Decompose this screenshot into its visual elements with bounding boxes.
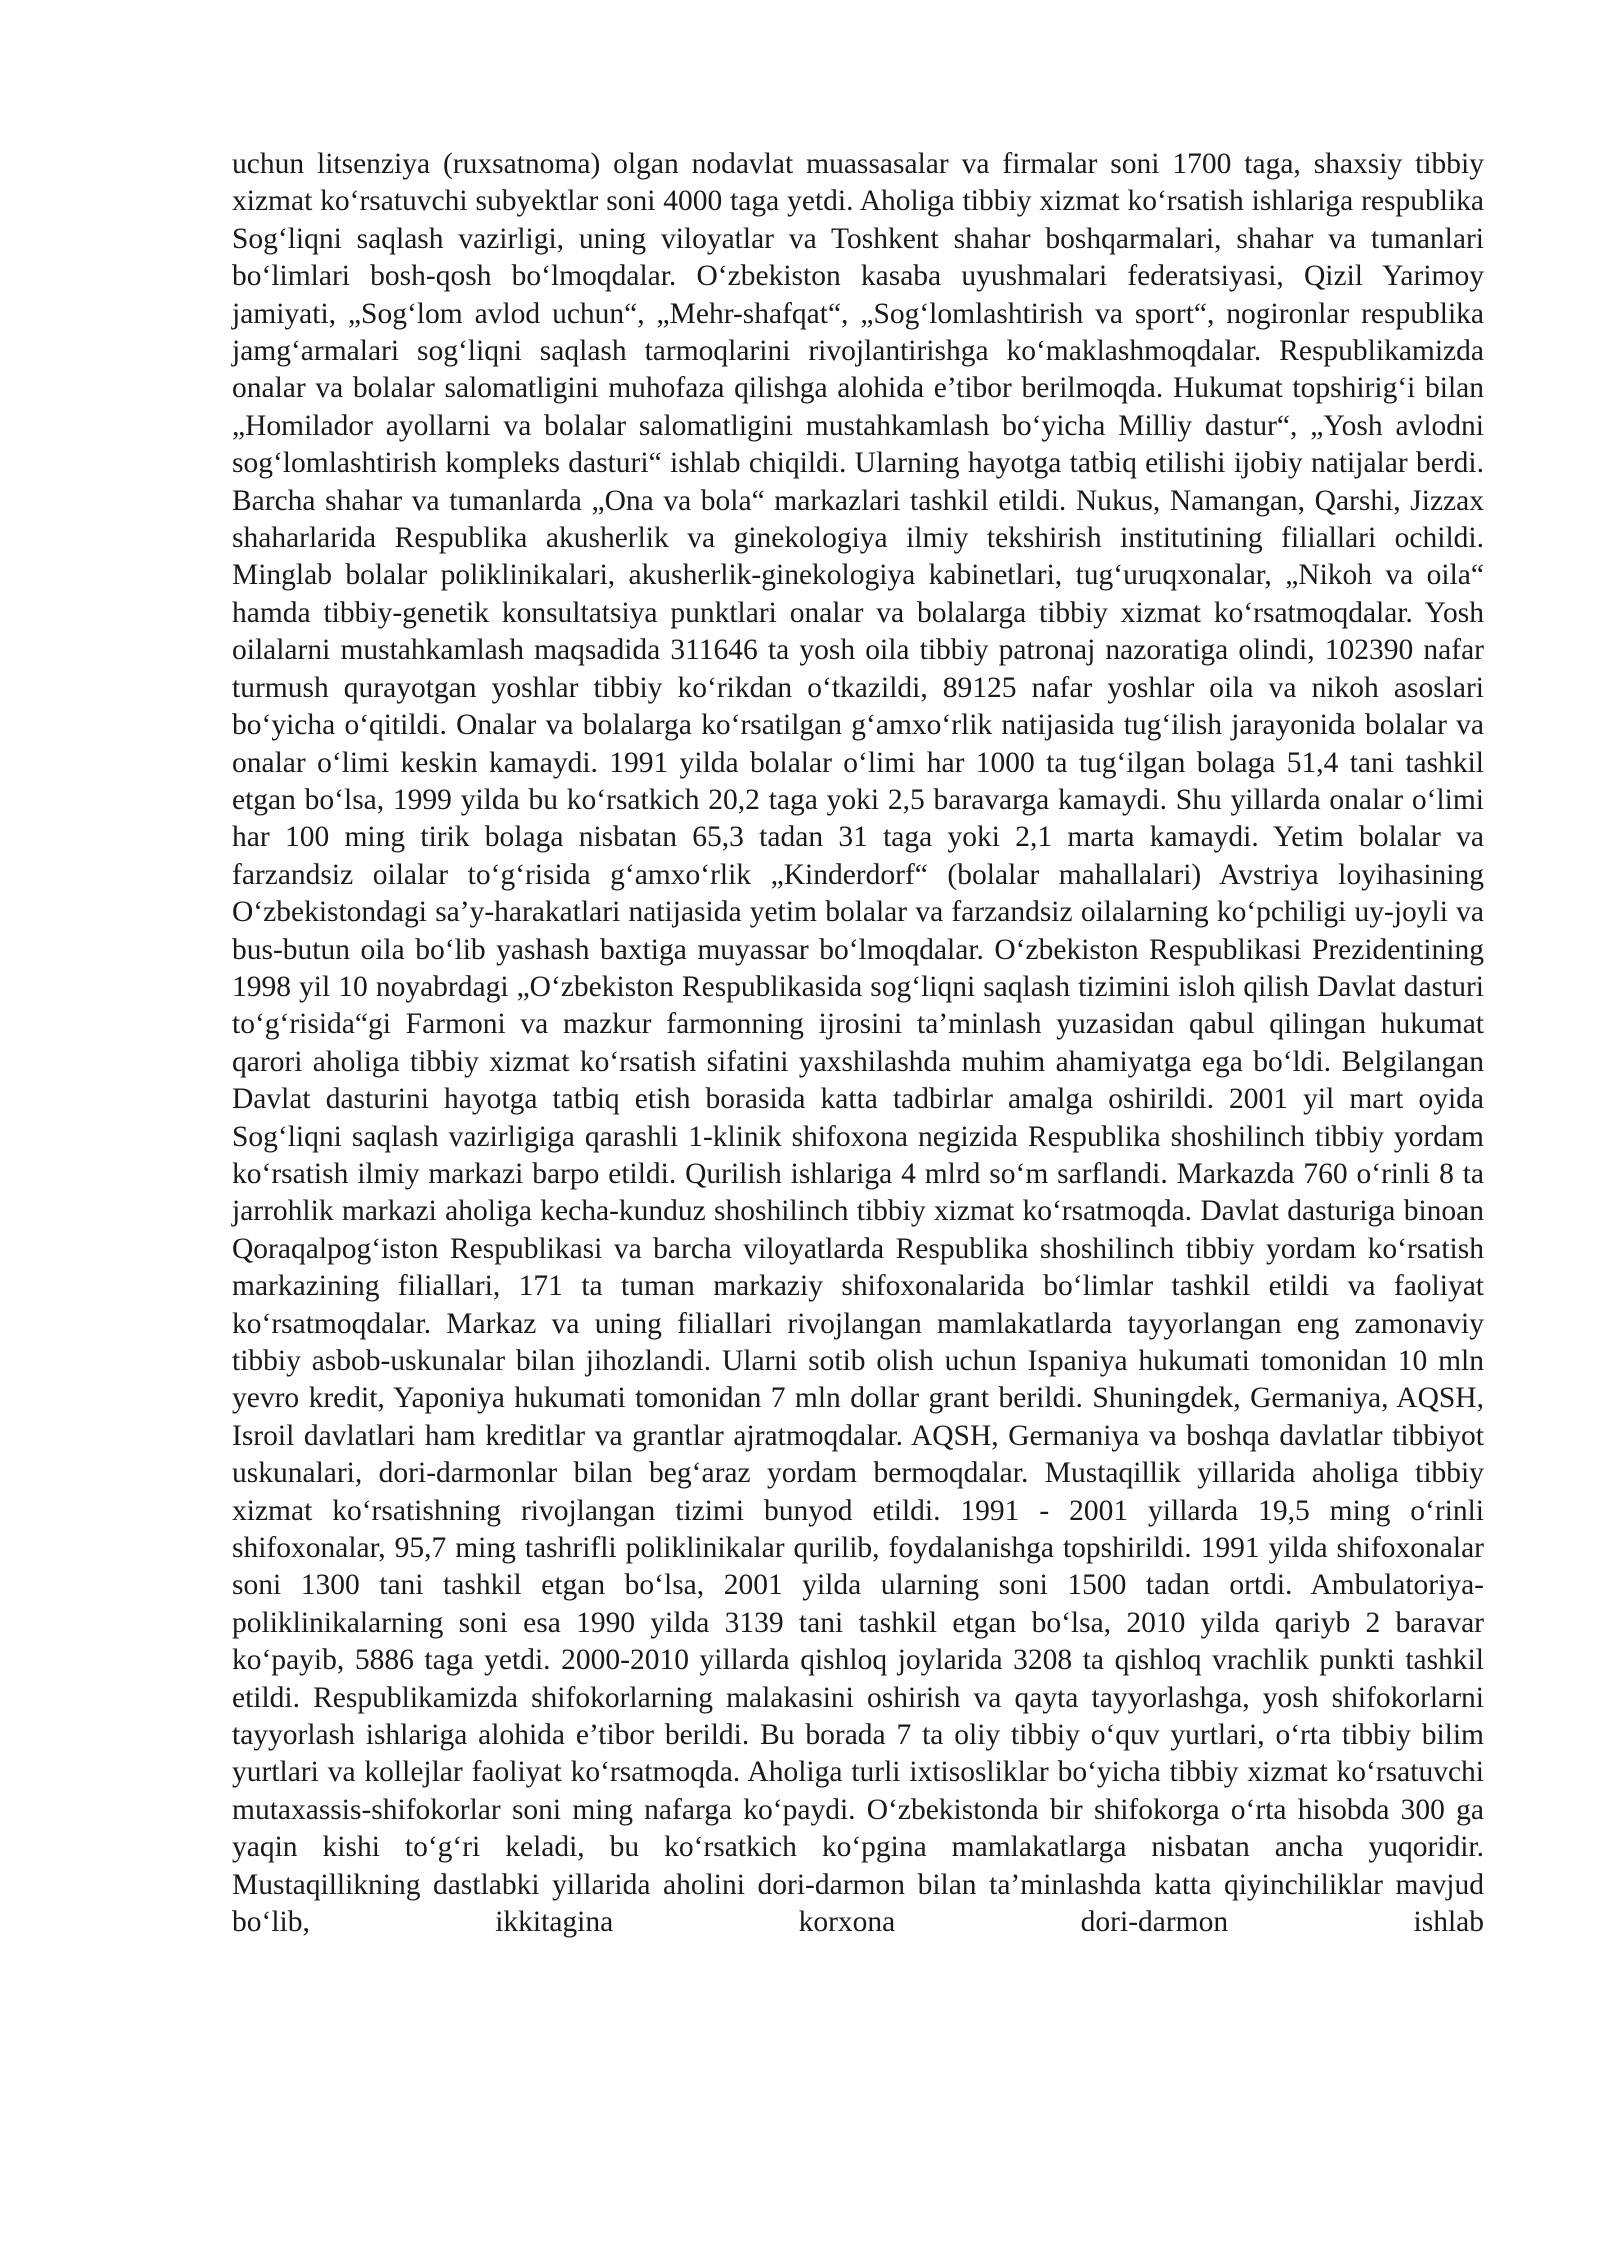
document-page	[232, 146, 1484, 1942]
body-paragraph: uchun litsenziya (ruxsatnoma) olgan nodavlat muassasalar va firmalar soni 1700 taga, shaxsiy tibbiy xizmat ko‘rsatuvchi subyektlar soni 4000 taga yetdi. Aholiga tibbiy xizmat ko‘rsatish ishlariga respublika Sog‘liqni saqlash vazirligi, uning viloyatlar va Toshkent shahar boshqarmalari, shahar va tumanlari bo‘limlari bosh-qosh bo‘lmoqdalar. O‘zbekiston kasaba uyushmalari federatsiyasi, Qizil Yarimoy jamiyati, „Sog‘lom avlod uchun“, „Mehr-shafqat“, „Sog‘lomlashtirish va sport“, nogironlar respublika jamg‘armalari sog‘liqni saqlash tarmoqlarini rivojlantirishga ko‘maklashmoqdalar. Respublikamizda onalar va bolalar salomatligini muhofaza qilishga alohida e’tibor berilmoqda. Hukumat topshirig‘i bilan „Homilador ayollarni va bolalar salomatligini mustahkamlash bo‘yicha Milliy dastur“, „Yosh avlodni sog‘lomlashtirish kompleks dasturi“ ishlab chiqildi. Ularning hayotga tatbiq etilishi ijobiy natijalar berdi. Barcha shahar va tumanlarda „Ona va bola“ markazlari tashkil etildi. Nukus, Namangan, Qarshi, Jizzax shaharlarida Respublika akusherlik va ginekologiya ilmiy tekshirish institutining filiallari ochildi. Minglab bolalar poliklinikalari, akusherlik-ginekologiya kabinetlari, tug‘uruqxonalar, „Nikoh va oila“ hamda tibbiy-genetik konsultatsiya punktlari onalar va bolalarga tibbiy xizmat ko‘rsatmoqdalar. Yosh oilalarni mustahkamlash maqsadida 311646 ta yosh oila tibbiy patronaj nazoratiga olindi, 102390 nafar turmush qurayotgan yoshlar tibbiy ko‘rikdan o‘tkazildi, 89125 nafar yoshlar oila va nikoh asoslari bo‘yicha o‘qitildi. Onalar va bolalarga ko‘rsatilgan g‘amxo‘rlik natijasida tug‘ilish jarayonida bolalar va onalar o‘limi keskin kamaydi. 1991 yilda bolalar o‘limi har 1000 ta tug‘ilgan bolaga 51,4 tani tashkil etgan bo‘lsa, 1999 yilda bu ko‘rsatkich 20,2 taga yoki 2,5 baravarga kamaydi. Shu yillarda onalar o‘limi har 100 ming tirik bolaga nisbatan 65,3 tadan 31 taga yoki 2,1 marta kamaydi. Yetim bolalar va farzandsiz oilalar to‘g‘risida g‘amxo‘rlik „Kinderdorf“ (bolalar mahallalari) Avstriya loyihasining O‘zbekistondagi sa’y-harakatlari natijasida yetim bolalar va farzandsiz oilalarning ko‘pchiligi uy-joyli va bus-butun oila bo‘lib yashash baxtiga muyassar bo‘lmoqdalar. O‘zbekiston Respublikasi Prezidentining 1998 yil 10 noyabrdagi „O‘zbekiston Respublikasida sog‘liqni saqlash tizimini isloh qilish Davlat dasturi to‘g‘risida“gi Farmoni va mazkur farmonning ijrosini ta’minlash yuzasidan qabul qilingan hukumat qarori aholiga tibbiy xizmat ko‘rsatish sifatini yaxshilashda muhim ahamiyatga ega bo‘ldi. Belgilangan Davlat dasturini hayotga tatbiq etish borasida katta tadbirlar amalga oshirildi. 2001 yil mart oyida Sog‘liqni saqlash vazirligiga qarashli 1-klinik shifoxona negizida Respublika shoshilinch tibbiy yordam ko‘rsatish ilmiy markazi barpo etildi. Qurilish ishlariga 4 mlrd so‘m sarflandi. Markazda 760 o‘rinli 8 ta jarrohlik markazi aholiga kecha-kunduz shoshilinch tibbiy xizmat ko‘rsatmoqda. Davlat dasturiga binoan Qoraqalpog‘iston Respublikasi va barcha viloyatlarda Respublika shoshilinch tibbiy yordam ko‘rsatish markazining filiallari, 171 ta tuman markaziy shifoxonalarida bo‘limlar tashkil etildi va faoliyat ko‘rsatmoqdalar. Markaz va uning filiallari rivojlangan mamlakatlarda tayyorlangan eng zamonaviy tibbiy asbob-uskunalar bilan jihozlandi. Ularni sotib olish uchun Ispaniya hukumati tomonidan 10 mln yevro kredit, Yaponiya hukumati tomonidan 7 mln dollar grant berildi. Shuningdek, Germaniya, AQSH, Isroil davlatlari ham kreditlar va grantlar ajratmoqdalar. AQSH, Germaniya va boshqa davlatlar tibbiyot uskunalari, dori-darmonlar bilan beg‘araz yordam bermoqdalar. Mustaqillik yillarida aholiga tibbiy xizmat ko‘rsatishning rivojlangan tizimi bunyod etildi. 1991 - 2001 yillarda 19,5 ming o‘rinli shifoxonalar, 95,7 ming tashrifli poliklinikalar qurilib, foydalanishga topshirildi. 1991 yilda shifoxonalar soni 1300 tani tashkil etgan bo‘lsa, 2001 yilda ularning soni 1500 tadan ortdi. Ambulatoriya-poliklinikalarning soni esa 1990 yilda 3139 tani tashkil etgan bo‘lsa, 2010 yilda qariyb 2 baravar ko‘payib, 5886 taga yetdi. 2000-2010 yillarda qishloq joylarida 3208 ta qishloq vrachlik punkti tashkil etildi. Respublikamizda shifokorlarning malakasini oshirish va qayta tayyorlashga, yosh shifokorlarni tayyorlash ishlariga alohida e’tibor berildi. Bu borada 7 ta oliy tibbiy o‘quv yurtlari, o‘rta tibbiy bilim yurtlari va kollejlar faoliyat ko‘rsatmoqda. Aholiga turli ixtisosliklar bo‘yicha tibbiy xizmat ko‘rsatuvchi mutaxassis-shifokorlar soni ming nafarga ko‘paydi. O‘zbekistonda bir shifokorga o‘rta hisobda 300 ga yaqin kishi to‘g‘ri keladi, bu ko‘rsatkich ko‘pgina mamlakatlarga nisbatan ancha yuqoridir. Mustaqillikning dastlabki yillarida aholini dori-darmon bilan ta’minlashda katta qiyinchiliklar mavjud bo‘lib, ikkitagina korxona dori-darmon ishlab	[232, 148, 1484, 1939]
